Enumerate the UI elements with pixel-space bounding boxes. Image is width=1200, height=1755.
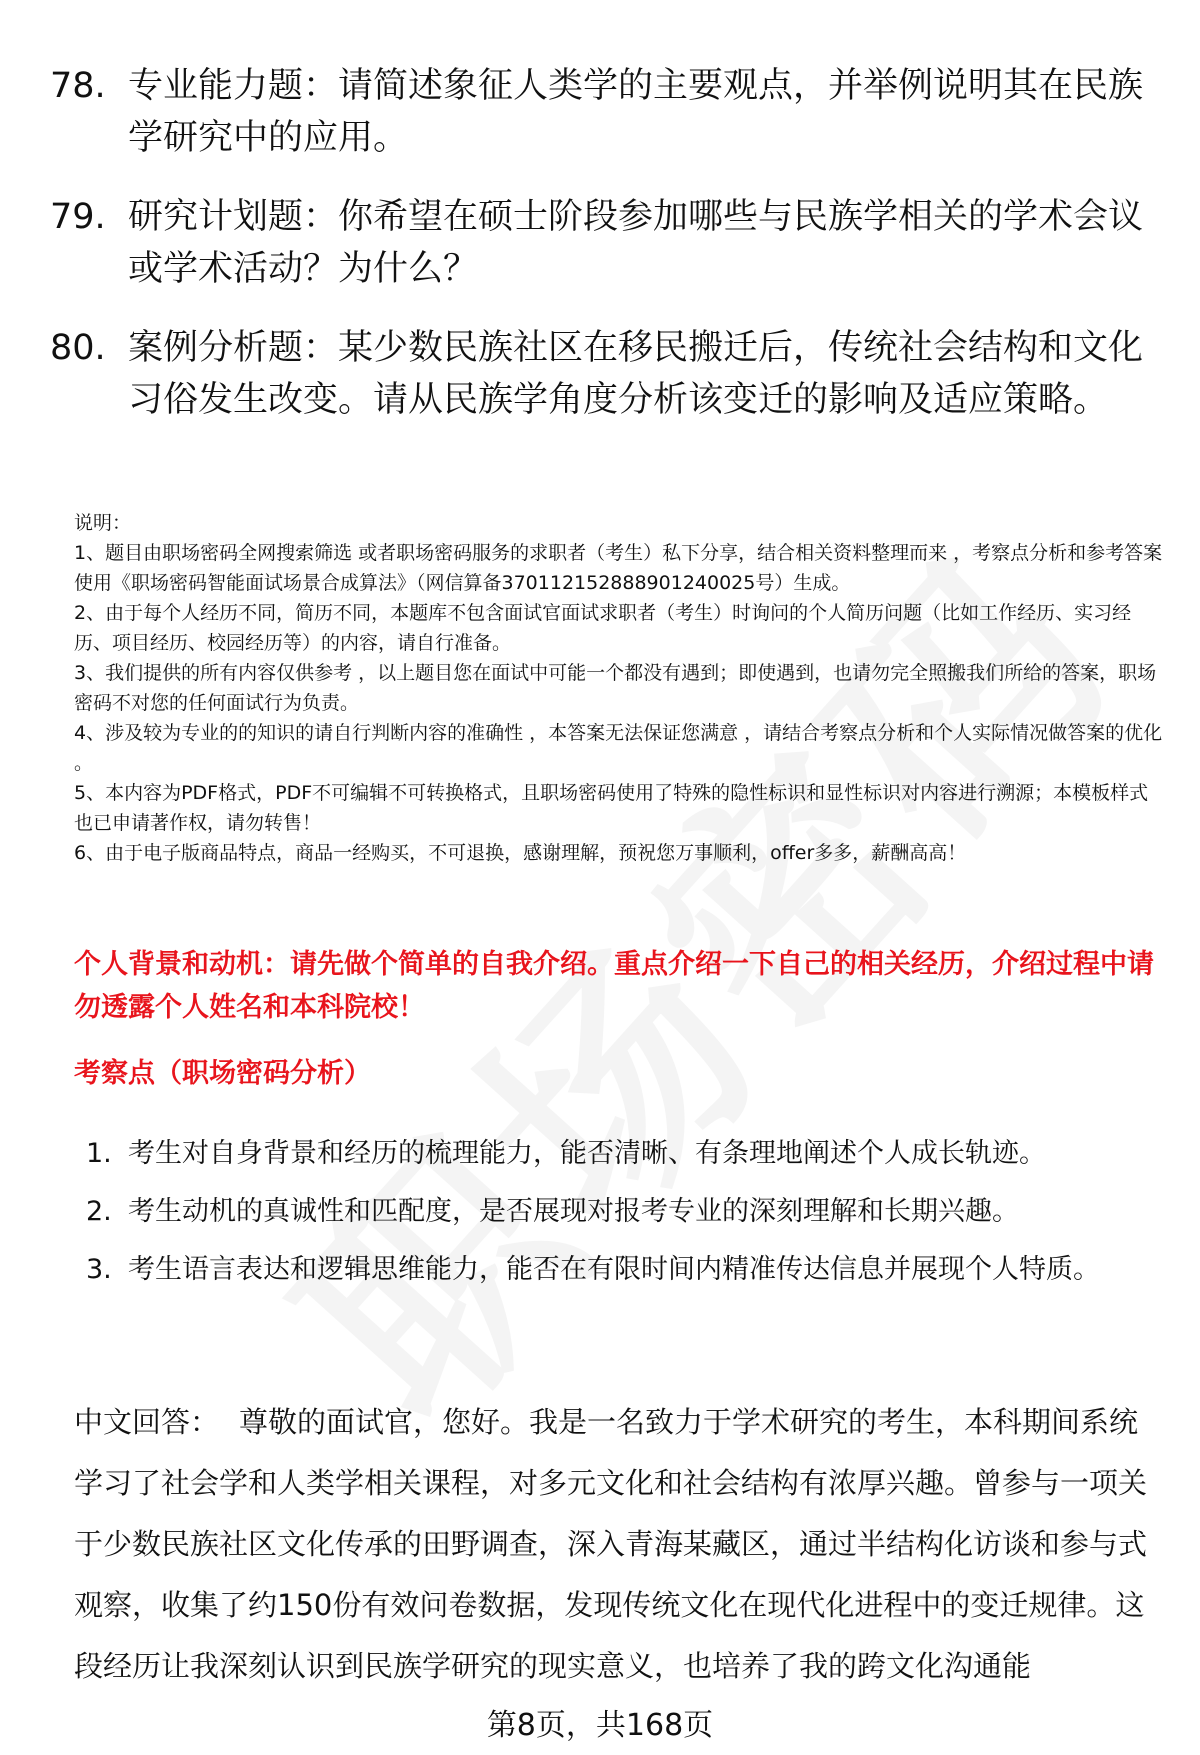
page-footer: 第8页，共168页	[486, 1708, 714, 1743]
answer-label: 中文回答：	[74, 1405, 220, 1439]
answer-paragraph	[74, 1392, 1166, 1697]
note-item: 1、题目由职场密码全网搜索筛选 或者职场密码服务的求职者（考生）私下分享，结合相关资料整理而来 ，考察点分析和参考答案使用《职场密码智能面试场景合成算法》（网信算备370112152888901240025号）生成。	[74, 542, 1163, 594]
list-item	[86, 1242, 1166, 1298]
question-text: 案例分析题：某少数民族社区在移民搬迁后，传统社会结构和文化习俗发生改变。请从民族学角度分析该变迁的影响及适应策略。	[128, 328, 1144, 420]
analysis-list	[86, 1126, 1166, 1300]
list-text: 考生对自身背景和经历的梳理能力，能否清晰、有条理地阐述个人成长轨迹。	[128, 1138, 1046, 1169]
question-78	[50, 60, 1160, 164]
question-number: 79.	[50, 197, 106, 237]
notes-heading: 说明：	[74, 512, 132, 534]
note-item: 5、本内容为PDF格式，PDF不可编辑不可转换格式，且职场密码使用了特殊的隐性标识和显性标识对内容进行溯源；本模板样式也已申请著作权，请勿转售！	[74, 782, 1149, 834]
question-number: 78.	[50, 66, 106, 106]
note-item: 6、由于电子版商品特点，商品一经购买，不可退换，感谢理解，预祝您万事顺利，offer多多，薪酬高高！	[74, 842, 967, 864]
note-item: 2、由于每个人经历不同，简历不同，本题库不包含面试官面试求职者（考生）时询问的个人简历问题（比如工作经历、实习经历、项目经历、校园经历等）的内容，请自行准备。	[74, 602, 1132, 654]
list-number: 2.	[86, 1196, 112, 1227]
list-item	[86, 1126, 1166, 1182]
list-number: 1.	[86, 1138, 112, 1169]
question-80	[50, 322, 1160, 426]
list-item	[86, 1184, 1166, 1240]
list-number: 3.	[86, 1254, 112, 1285]
analysis-heading: 考察点（职场密码分析）	[74, 1058, 371, 1089]
note-item: 3、我们提供的所有内容仅供参考 ，以上题目您在面试中可能一个都没有遇到；即使遇到，也请勿完全照搬我们所给的答案，职场密码不对您的任何面试行为负责。	[74, 662, 1157, 714]
question-number: 80.	[50, 328, 106, 368]
notes-section	[74, 508, 1164, 868]
question-text: 专业能力题：请简述象征人类学的主要观点，并举例说明其在民族学研究中的应用。	[128, 66, 1144, 158]
list-text: 考生语言表达和逻辑思维能力，能否在有限时间内精准传达信息并展现个人特质。	[128, 1254, 1100, 1285]
answer-text: 尊敬的面试官，您好。我是一名致力于学术研究的考生，本科期间系统学习了社会学和人类学相关课程，对多元文化和社会结构有浓厚兴趣。曾参与一项关于少数民族社区文化传承的田野调查，深入青海某藏区，通过半结构化访谈和参与式观察，收集了约150份有效问卷数据，发现传统文化在现代化进程中的变迁规律。这段经历让我深刻认识到民族学研究的现实意义，也培养了我的跨文化沟通能	[74, 1405, 1148, 1683]
list-text: 考生动机的真诚性和匹配度，是否展现对报考专业的深刻理解和长期兴趣。	[128, 1196, 1019, 1227]
question-79	[50, 191, 1160, 295]
note-item: 4、涉及较为专业的的知识的请自行判断内容的准确性 ，本答案无法保证您满意 ，请结合考察点分析和个人实际情况做答案的优化 。	[74, 722, 1163, 774]
personal-question: 个人背景和动机：请先做个简单的自我介绍。重点介绍一下自己的相关经历，介绍过程中请勿透露个人姓名和本科院校！	[74, 949, 1154, 1023]
question-text: 研究计划题：你希望在硕士阶段参加哪些与民族学相关的学术会议或学术活动？为什么？	[128, 197, 1144, 289]
